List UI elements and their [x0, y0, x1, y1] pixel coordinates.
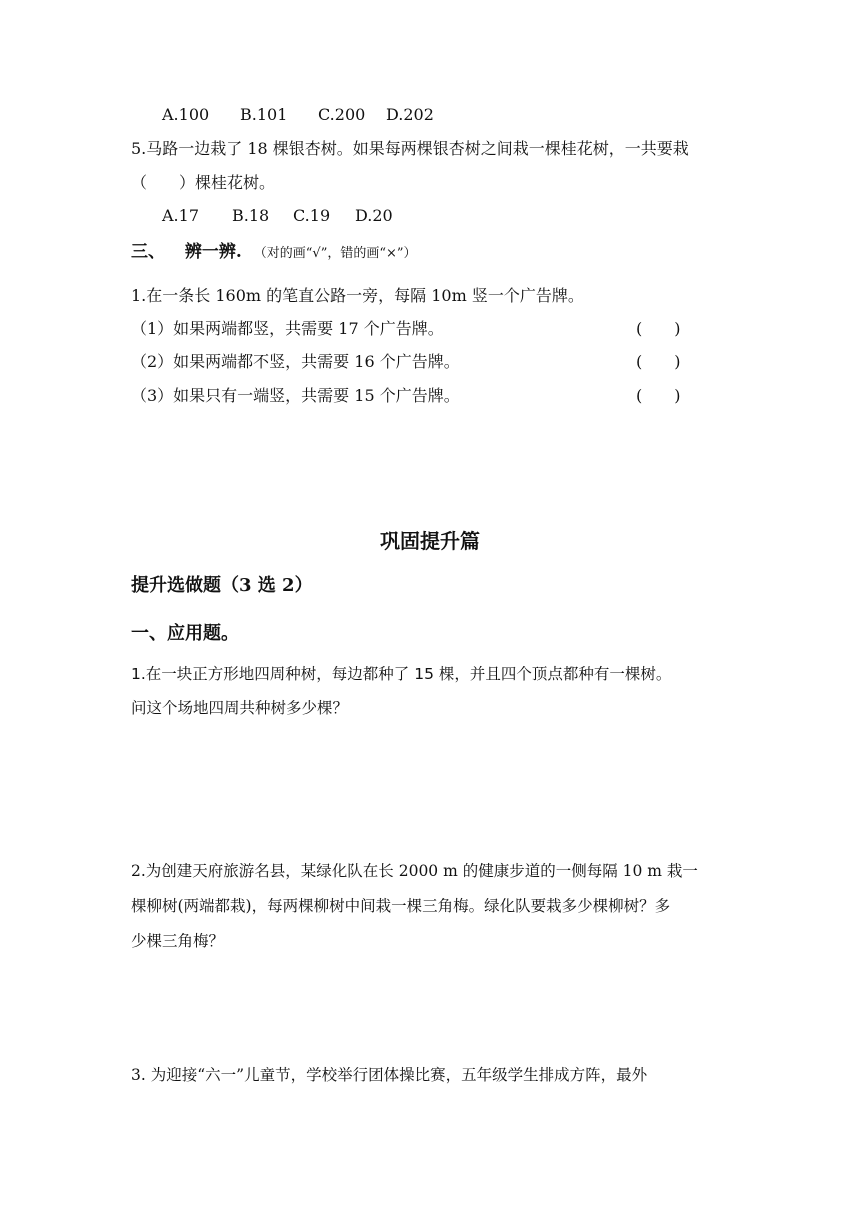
answer-paren-1[interactable]: ( )	[636, 319, 681, 338]
section3-question: 1.在一条长 160m 的笔直公路一旁，每隔 10m 竖一个广告牌。	[131, 286, 584, 305]
app-q1-line2: 问这个场地四周共种树多少棵？	[131, 699, 349, 717]
q5-option-b: B.18	[232, 206, 270, 225]
app-q2-line1: 2.为创建天府旅游名县，某绿化队在长 2000 m 的健康步道的一侧每隔 10 m 栽一	[131, 862, 698, 880]
q5-line1: 5.马路一边栽了 18 棵银杏树。如果每两棵银杏树之间栽一棵桂花树，一共要栽	[131, 139, 689, 158]
judge-item-1: （1）如果两端都竖，共需要 17 个广告牌。	[131, 319, 444, 338]
q5-option-c: C.19	[293, 206, 331, 225]
judge-item-2: （2）如果两端都不竖，共需要 16 个广告牌。	[131, 352, 460, 371]
subtitle: 提升选做题（3 选 2）	[131, 575, 313, 596]
q4-option-c: C.200	[318, 105, 366, 124]
q4-option-d: D.202	[386, 105, 434, 124]
section3-number: 三、	[131, 242, 165, 262]
app-q3-line1: 3. 为迎接“六一”儿童节，学校举行团体操比赛，五年级学生排成方阵，最外	[131, 1066, 648, 1084]
q5-options	[162, 205, 393, 227]
q5-option-d: D.20	[355, 206, 393, 225]
q4-option-a: A.100	[162, 105, 210, 124]
section3-heading	[131, 241, 417, 265]
q4-options	[162, 104, 434, 126]
judge-item-3: （3）如果只有一端竖，共需要 15 个广告牌。	[131, 386, 460, 405]
app-q2-line3: 少棵三角梅？	[131, 932, 225, 950]
section3-title: 辨一辨.	[184, 242, 242, 262]
app-q1-line1: 1.在一块正方形地四周种树，每边都种了 15 棵，并且四个顶点都种有一棵树。	[131, 665, 672, 683]
answer-paren-2[interactable]: ( )	[636, 352, 681, 371]
app-q2-line2: 棵柳树(两端都栽)，每两棵柳树中间栽一棵三角梅。绿化队要栽多少棵柳树？多	[131, 897, 671, 915]
q4-option-b: B.101	[240, 105, 288, 124]
q5-option-a: A.17	[162, 206, 199, 225]
answer-paren-3[interactable]: ( )	[636, 386, 681, 405]
page-title: 巩固提升篇	[380, 529, 480, 553]
section-heading: 一、应用题。	[131, 623, 239, 644]
section3-hint: （对的画“√”，错的画“×”）	[253, 246, 417, 261]
q5-line2: （ ）棵桂花树。	[131, 173, 276, 192]
